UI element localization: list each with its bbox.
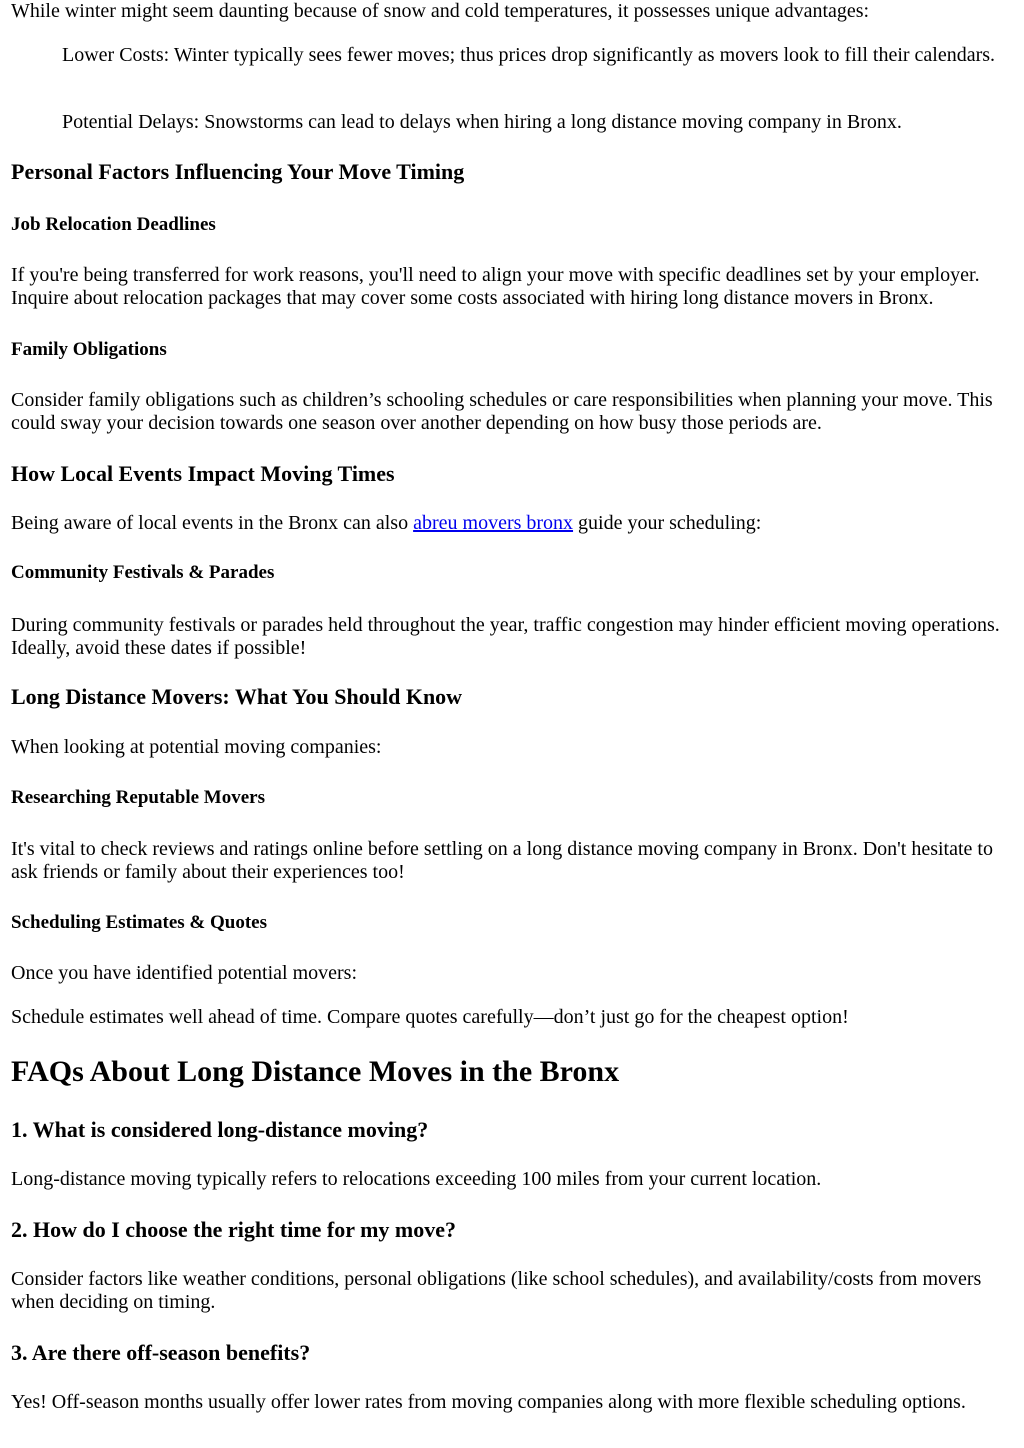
faq-question-3: 3. Are there off-season benefits?	[11, 1340, 311, 1365]
local-events-intro-after: guide your scheduling:	[573, 512, 762, 534]
movers-intro: When looking at potential moving companies:	[11, 736, 382, 758]
job-relocation-heading: Job Relocation Deadlines	[11, 214, 216, 235]
estimates-heading: Scheduling Estimates & Quotes	[11, 912, 267, 933]
family-obligations-text: Consider family obligations such as children’s schooling schedules or care responsibilities when planning your move. This could sway your decision towards one season over another depending on how busy those periods are.	[11, 389, 993, 434]
family-obligations-heading: Family Obligations	[11, 339, 167, 360]
long-distance-movers-heading: Long Distance Movers: What You Should Know	[11, 684, 463, 709]
researching-movers-text: It's vital to check reviews and ratings online before settling on a long distance moving company in Bronx. Don't hesitate to ask friends or family about their experiences too!	[11, 838, 993, 883]
local-events-heading: How Local Events Impact Moving Times	[11, 461, 395, 486]
festivals-heading: Community Festivals & Parades	[11, 562, 275, 583]
festivals-text: During community festivals or parades held throughout the year, traffic congestion may hinder efficient moving operations. Ideally, avoid these dates if possible!	[11, 614, 1000, 659]
local-events-intro-before: Being aware of local events in the Bronx can also	[11, 512, 414, 534]
winter-item-potential-delays: Potential Delays: Snowstorms can lead to delays when hiring a long distance moving company in Bronx.	[62, 111, 902, 133]
faq-answer-2: Consider factors like weather conditions, personal obligations (like school schedules), and availability/costs from movers when deciding on timing.	[11, 1268, 982, 1313]
faq-question-2: 2. How do I choose the right time for my move?	[11, 1217, 457, 1242]
faq-answer-3: Yes! Off-season months usually offer lower rates from moving companies along with more flexible scheduling options.	[11, 1391, 966, 1413]
job-relocation-text: If you're being transferred for work reasons, you'll need to align your move with specific deadlines set by your employer. Inquire about relocation packages that may cover some costs associated with hiring long distance movers in Bronx.	[11, 264, 980, 309]
personal-factors-heading: Personal Factors Influencing Your Move Timing	[11, 159, 465, 184]
faqs-heading: FAQs About Long Distance Moves in the Bronx	[11, 1055, 620, 1088]
winter-item-lower-costs: Lower Costs: Winter typically sees fewer moves; thus prices drop significantly as movers look to fill their calendars.	[62, 44, 996, 66]
researching-movers-heading: Researching Reputable Movers	[11, 787, 266, 808]
estimates-text: Schedule estimates well ahead of time. Compare quotes carefully—don’t just go for the cheapest option!	[11, 1006, 849, 1028]
abreu-movers-link[interactable]: abreu movers bronx	[413, 512, 574, 534]
faq-question-1: 1. What is considered long-distance moving?	[11, 1117, 429, 1142]
estimates-intro: Once you have identified potential movers:	[11, 962, 358, 984]
local-events-intro	[11, 512, 1016, 535]
faq-answer-1: Long-distance moving typically refers to relocations exceeding 100 miles from your current location.	[11, 1168, 822, 1190]
winter-intro: While winter might seem daunting because of snow and cold temperatures, it possesses unique advantages:	[11, 0, 870, 22]
